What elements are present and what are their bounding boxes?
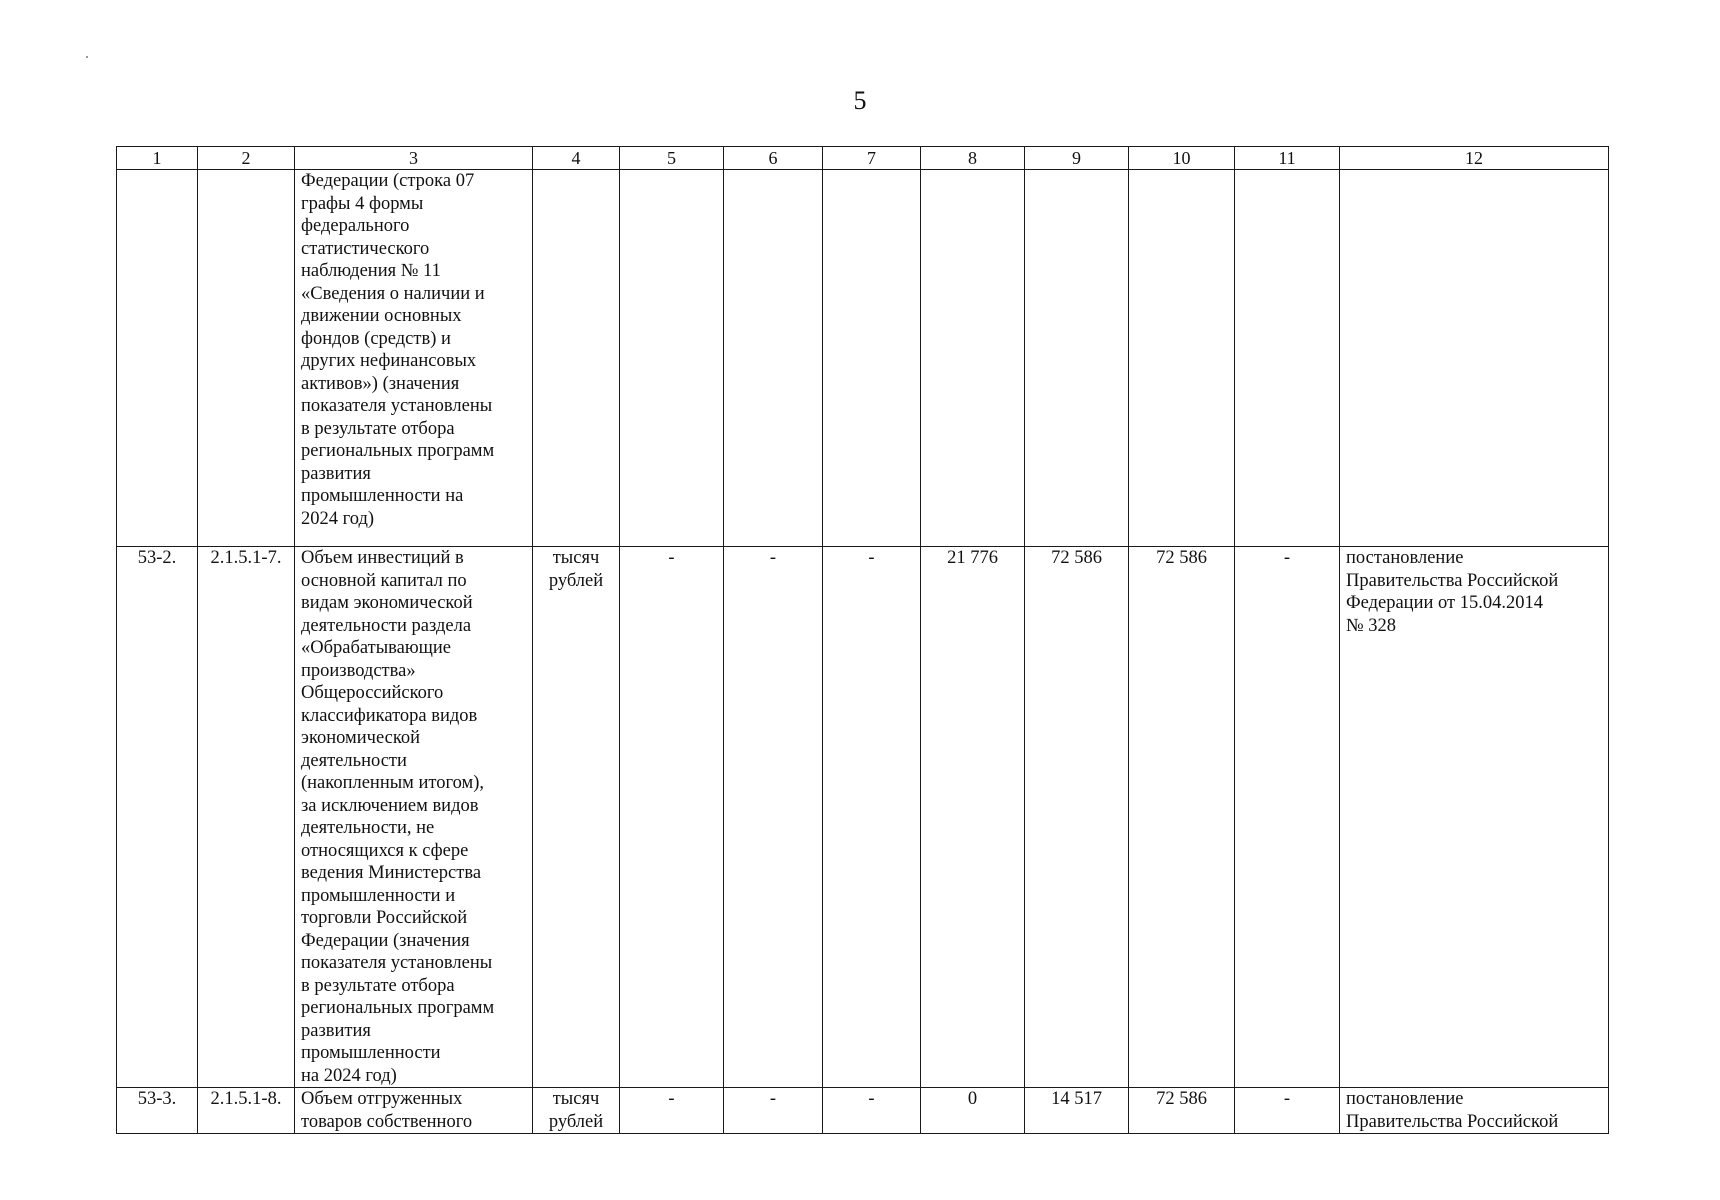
value-cell: - — [1235, 1088, 1340, 1134]
column-header: 9 — [1025, 147, 1129, 170]
table-cell — [117, 170, 198, 547]
table-cell — [620, 170, 724, 547]
table-cell — [533, 170, 620, 547]
column-header: 2 — [198, 147, 295, 170]
value-cell: - — [620, 547, 724, 1088]
column-header: 10 — [1129, 147, 1235, 170]
column-header: 12 — [1340, 147, 1609, 170]
table-cell-description — [295, 1088, 533, 1134]
row-number: 53-3. — [117, 1088, 198, 1134]
table-cell-source — [1340, 1088, 1609, 1134]
table-header-row — [117, 147, 1609, 170]
legal-basis: постановление Правительства Российской Федерации от 15.04.2014 № 328 — [1346, 548, 1559, 636]
row-number: 53-2. — [117, 547, 198, 1088]
column-header: 6 — [724, 147, 823, 170]
unit-label: тысяч рублей — [548, 1089, 604, 1132]
indicator-description: Объем инвестиций в основной капитал по видам экономической деятельности раздела «Обрабатывающие производства» Общероссийского классификатора видов экономической деятельности (накопленным итогом), за исключением видов деятельности, не относящихся к сфере ведения Министерства промышленности и торговли Российской Федерации (значения показателя установлены в результате отбора региональных программ развития промышленности на 2024 год) — [301, 548, 495, 1086]
table-cell-source — [1340, 547, 1609, 1088]
value-cell: - — [823, 547, 921, 1088]
indicator-description: Объем отгруженных товаров собственного — [301, 1089, 473, 1132]
value-cell: 72 586 — [1129, 547, 1235, 1088]
column-header: 8 — [921, 147, 1025, 170]
column-header: 1 — [117, 147, 198, 170]
scan-artifact-dot — [86, 56, 88, 58]
value-cell: 72 586 — [1025, 547, 1129, 1088]
column-header: 11 — [1235, 147, 1340, 170]
table-cell — [921, 170, 1025, 547]
indicator-code: 2.1.5.1-8. — [198, 1088, 295, 1134]
unit-label: тысяч рублей — [548, 548, 604, 591]
table-cell — [1340, 170, 1609, 547]
value-cell: 0 — [921, 1088, 1025, 1134]
table-cell — [823, 170, 921, 547]
table-cell-unit — [533, 1088, 620, 1134]
value-cell: - — [724, 1088, 823, 1134]
page-number: 5 — [853, 86, 867, 115]
legal-basis: постановление Правительства Российской — [1346, 1089, 1559, 1132]
value-cell: - — [823, 1088, 921, 1134]
value-cell: - — [620, 1088, 724, 1134]
column-header: 5 — [620, 147, 724, 170]
table-cell-unit — [533, 547, 620, 1088]
column-header: 4 — [533, 147, 620, 170]
table-cell — [1025, 170, 1129, 547]
value-cell: 72 586 — [1129, 1088, 1235, 1134]
table-row — [117, 547, 1609, 1088]
table-cell — [1129, 170, 1235, 547]
value-cell: 21 776 — [921, 547, 1025, 1088]
table-cell — [198, 170, 295, 547]
indicator-code: 2.1.5.1-7. — [198, 547, 295, 1088]
column-header: 3 — [295, 147, 533, 170]
indicators-table — [116, 146, 1609, 1134]
table-cell — [1235, 170, 1340, 547]
value-cell: - — [1235, 547, 1340, 1088]
table-row — [117, 1088, 1609, 1134]
table-cell — [724, 170, 823, 547]
value-cell: 14 517 — [1025, 1088, 1129, 1134]
table-cell-description — [295, 170, 533, 547]
table-cell-description — [295, 547, 533, 1088]
column-header: 7 — [823, 147, 921, 170]
table-row-continuation — [117, 170, 1609, 547]
value-cell: - — [724, 547, 823, 1088]
indicator-description-continued: Федерации (строка 07 графы 4 формы федерального статистического наблюдения № 11 «Сведения о наличии и движении основных фондов (средств) и других нефинансовых активов») (значения показателя установлены в результате отбора региональных программ развития промышленности на 2024 год) — [301, 171, 495, 529]
